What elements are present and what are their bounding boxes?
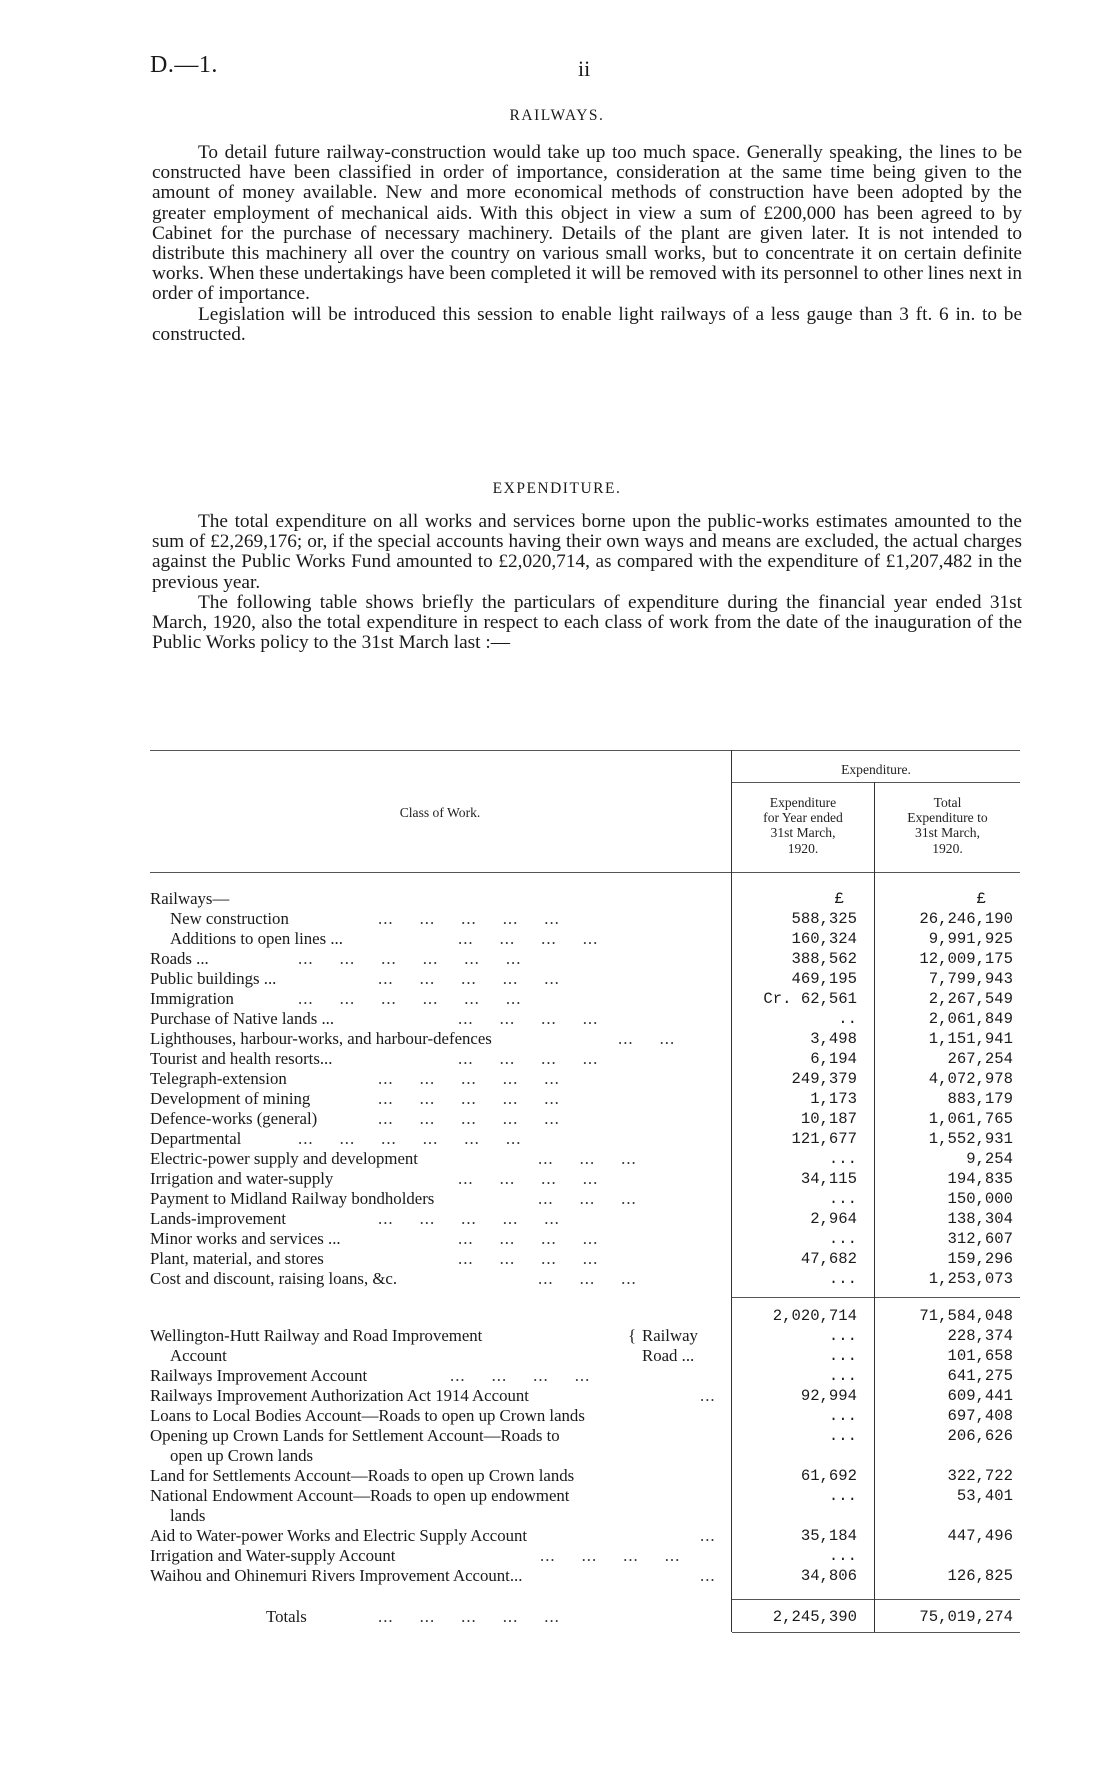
expenditure-group-header: Expenditure. [841, 762, 911, 777]
expenditure-paragraph-2: The following table shows briefly the particulars of expenditure during the financial year ended 31st March, 1920, also the total expenditure in respect to each class of work from the date of the inauguration of the Public Works policy to the 31st March last :— [152, 591, 1022, 654]
class-of-work-header: Class of Work. [399, 805, 481, 820]
total-expenditure-header: Total Expenditure to 31st March, 1920. [907, 795, 988, 856]
railways-paragraph-1: To detail future railway-construction would take up too much space. Generally speaking, the lines to be constructed have been classified in order of importance, consideration at the same time being given to the amount of money available. New and more economical methods of construction have been adopted by the greater employment of mechanical aids. With this object in view a sum of £200,000 has been agreed to by Cabinet for the purchase of necessary machinery. Details of the plant are given later. It is not intended to distribute this machinery all over the country on various small works, but to concentrate it on certain definite works. When these undertakings have been completed it will be removed with its personnel to other lines next in order of importance. [152, 142, 1022, 305]
header-bottom-rule [150, 872, 1020, 873]
document-reference: D.—1. [150, 52, 218, 78]
railways-heading: RAILWAYS. [509, 107, 605, 124]
expenditure-heading: EXPENDITURE. [492, 480, 622, 497]
railways-text [152, 143, 1022, 345]
totals-top-rule [732, 1599, 1020, 1600]
expenditure-text [152, 512, 1022, 653]
column-divider-2 [874, 782, 875, 1632]
expenditure-paragraph-1: The total expenditure on all works and services borne upon the public-works estimates amounted to the sum of £2,269,176; or, if the special accounts having their own ways and means are excluded, the actual charges against the Public Works Fund amounted to £2,020,714, as compared with the expenditure of £1,207,482 in the previous year. [152, 511, 1022, 593]
column-divider-1 [731, 750, 732, 1632]
table-top-rule [150, 750, 1020, 751]
page-number: ii [578, 56, 591, 81]
railways-paragraph-2: Legislation will be introduced this session to enable light railways of a less gauge than 3 ft. 6 in. to be constructed. [152, 303, 1022, 345]
group-header-rule [732, 782, 1020, 783]
year-expenditure-header: Expenditure for Year ended 31st March, 1920. [763, 795, 843, 856]
subtotal-rule [732, 1297, 1020, 1298]
totals-bottom-rule [732, 1632, 1020, 1633]
document-page: D.—1. ii RAILWAYS. To detail future railway-construction would take up too much space. Generally speaking, the lines to be constructed have been classified in order of importance, consideration at the same time being given to the amount of money available. New and more economical methods of construction have been adopted by the greater employment of mechanical aids. With this object in view a sum of £200,000 has been agreed to by Cabinet for the purchase of necessary machinery. Details of the plant are given later. It is not intended to distribute this machinery all over the country on various small works, but to concentrate it on certain definite works. When these undertakings have been completed it will be removed with its personnel to other lines next in order of importance. Legislation will be introduced this session to enable light railways of a less gauge than 3 ft. 6 in. to be constructed. EXPENDITURE. The total expenditure on all works and services borne upon the public-works estimates amounted to the sum of £2,269,176; or, if the special accounts having their own ways and means are excluded, the actual charges against the Public Works Fund amounted to £2,020,714, as compared with the expenditure of £1,207,482 in the previous year. The following table shows briefly the particulars of expenditure during the financial year ended 31st March, 1920, also the total expenditure in respect to each class of work from the date of the inauguration of the Public Works policy to the 31st March last :— Class of Work. Expenditure. Expenditure for Year ended 31st March, 1920. Total Expenditure to 31st March, 1920. Railways— £ £ New construction ... ... ... ... ... 588,325 26,246,190 Additions to open lines ... ... ... ... ... 160,324 9,991,925 Roads ... ... ... ... ... ... ... 388,562 12,009,175 Public buildings ... ... ... ... ... ... 469,195 7,799,943 Immigration ... ... ... ... ... ... Cr. 62,561 2,267,549 Purchase of Native lands ... ... ... ... ... .. 2,061,849 Lighthouses, harbour-works, and harbour-defences ... ... 3,498 1,151,941 Tourist and health resorts... ... ... ... ... 6,194 267,254 Telegraph-extension ... ... ... ... ... 249,379 4,072,978 Development of mining ... ... ... ... ... 1,173 883,179 Defence-works (general) ... ... ... ... ... 10,187 1,061,765 Departmental ... ... ... ... ... ... 121,677 1,552,931 Electric-power supply and development ... ... ... ... 9,254 Irrigation and water-supply ... ... ... ... 34,115 194,835 Payment to Midland Railway bondholders ... ... ... ... 150,000 Lands-improvement ... ... ... ... ... 2,964 138,304 Minor works and services ... ... ... ... ... ... 312,607 Plant, material, and stores ... ... ... ... 47,682 159,296 Cost and discount, raising loans, &c. ... ... ... ... 1,253,073 2,020,714 71,584,048 Wellington-Hutt Railway and Road Improvement { Railway ... 228,374 Account Road ... ... 101,658 Railways Improvement Account ... ... ... ... ... 641,275 Railways Improvement Authorization Act 1914 Account ... 92,994 609,441 Loans to Local Bodies Account—Roads to open up Crown lands ... 697,408 Opening up Crown Lands for Settlement Account—Roads to ... 206,626 open up Crown lands Land for Settlements Account—Roads to open up Crown lands 61,692 322,722 National Endowment Account—Roads to open up endowment ... 53,401 lands Aid to Water-power Works and Electric Supply Account ... 35,184 447,496 Irrigation and Water-supply Account ... ... ... ... ... Waihou and Ohinemuri Rivers Improvement Account... ... 34,806 126,825 Totals ... ... ... ... ... 2,245,390 75,019,274 [0, 0, 1114, 1783]
